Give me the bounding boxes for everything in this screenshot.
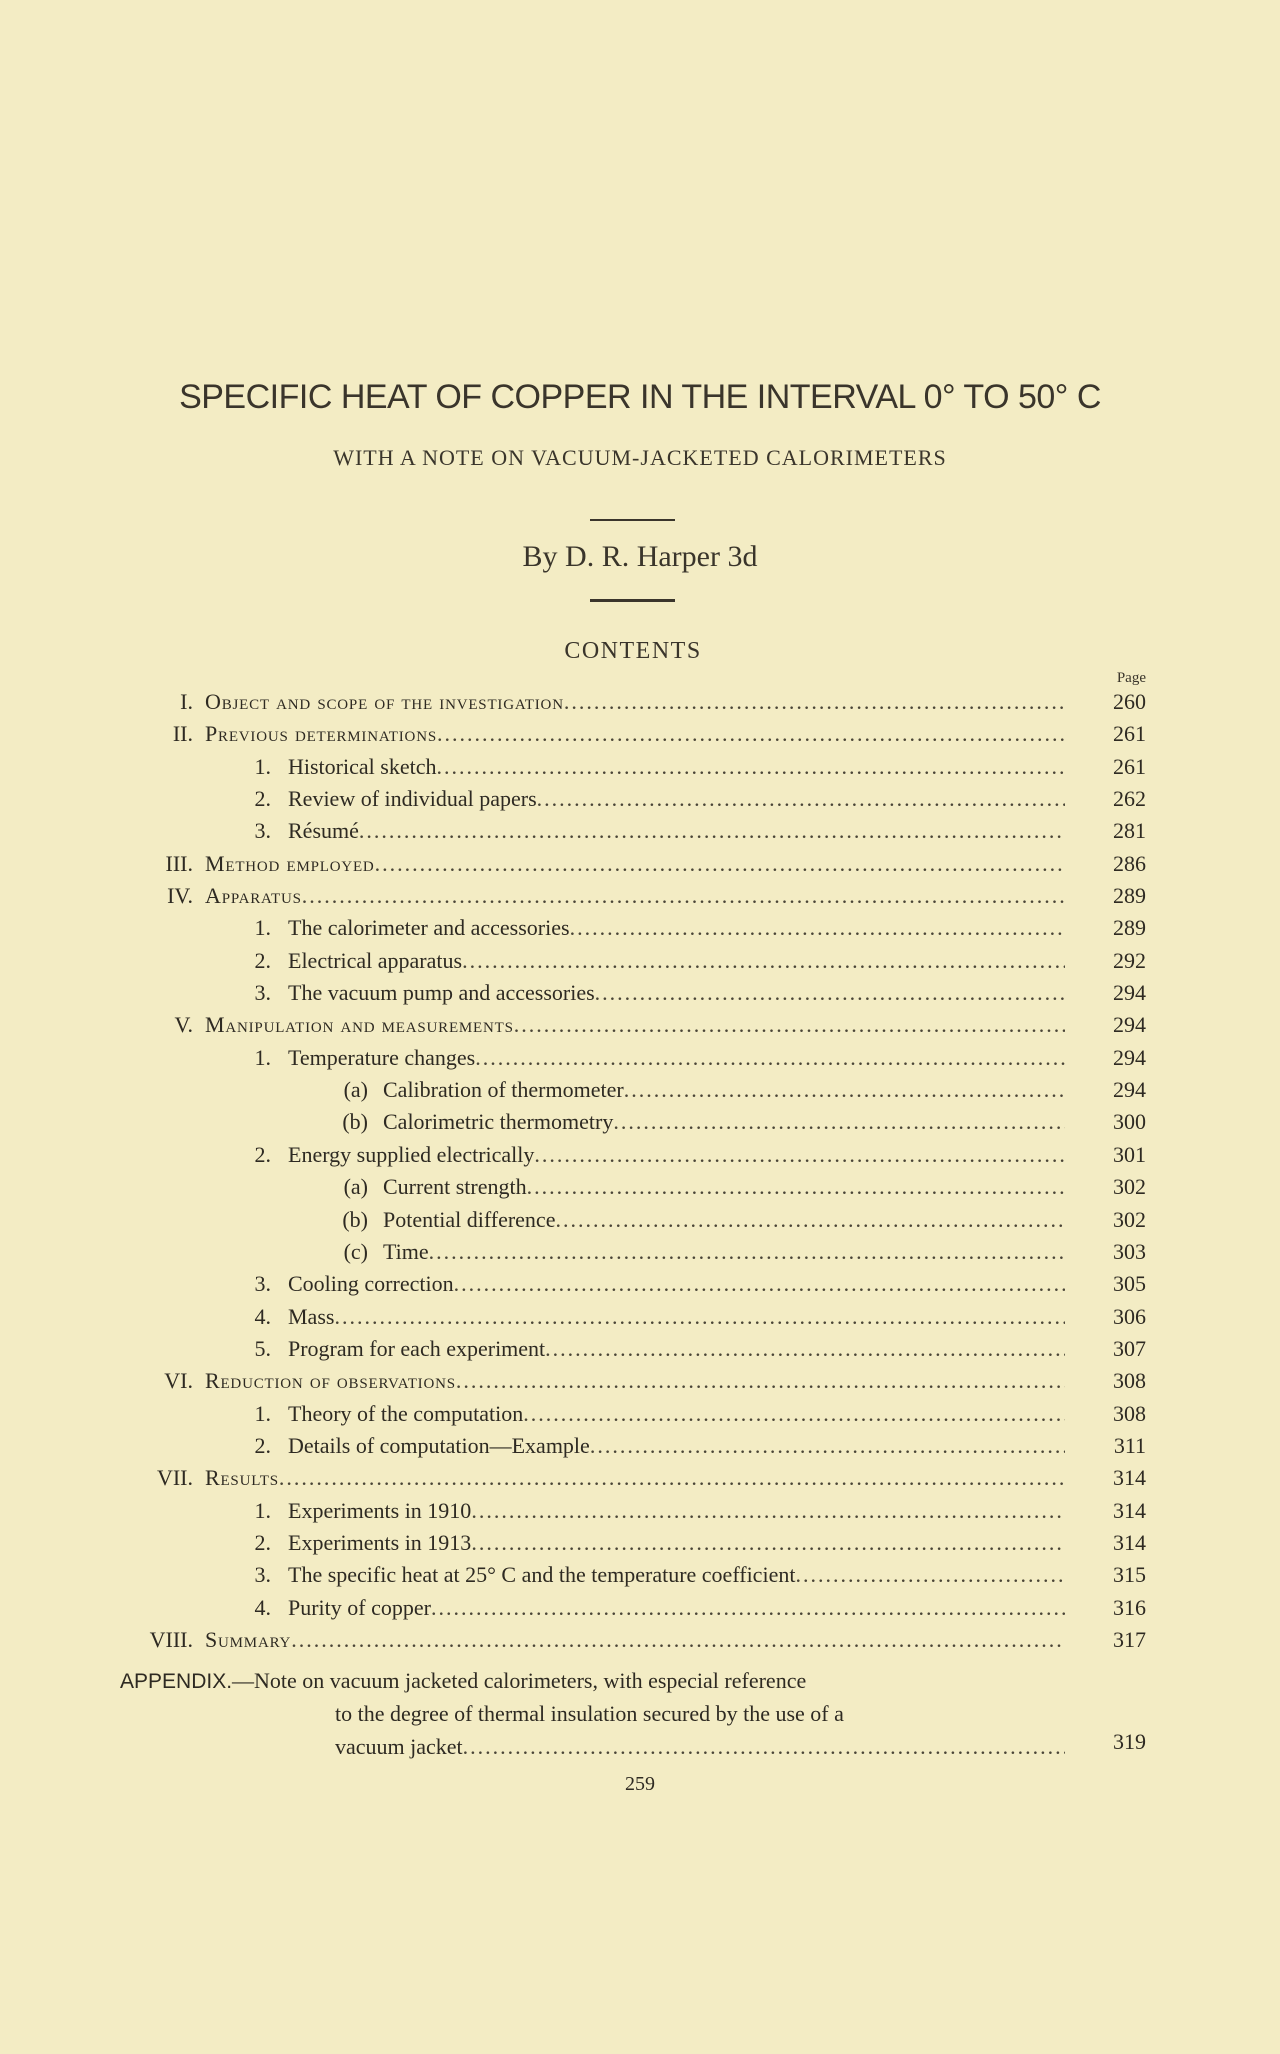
toc-entry-label: Cooling correction (288, 1271, 454, 1297)
toc-entry-label: Energy supplied electrically (288, 1141, 535, 1167)
toc-entry-page: 281 (1113, 818, 1146, 844)
toc-entry (0, 1336, 1280, 1368)
toc-entry-line (288, 915, 1065, 941)
dot-leader (523, 1401, 1065, 1427)
dot-leader (463, 1731, 1065, 1763)
toc-entry-label: Reduction of observations (205, 1368, 456, 1394)
appendix-line-3: vacuum jacket (335, 1733, 463, 1759)
toc-entry-number: 1. (254, 915, 271, 941)
toc-entry-number: VII. (156, 1465, 193, 1491)
toc-entry-page: 311 (1113, 1432, 1146, 1458)
table-of-contents (0, 689, 1280, 1659)
toc-entry (0, 1595, 1280, 1627)
toc-entry (0, 915, 1280, 947)
toc-entry-page: 314 (1113, 1529, 1146, 1555)
dot-leader (527, 1174, 1065, 1200)
toc-entry-page: 294 (1113, 1044, 1146, 1070)
paper-title: SPECIFIC HEAT OF COPPER IN THE INTERVAL 0° TO 50° C (179, 378, 1101, 416)
toc-entry-line (205, 721, 1065, 747)
toc-entry-line (288, 1271, 1065, 1297)
toc-entry-label: Summary (205, 1626, 292, 1652)
toc-entry-page: 307 (1113, 1335, 1146, 1361)
toc-entry (0, 980, 1280, 1012)
toc-entry-label: Apparatus (205, 883, 302, 909)
dot-leader (359, 818, 1065, 844)
dot-leader (279, 1465, 1065, 1491)
toc-entry-page: 261 (1113, 721, 1146, 747)
toc-entry-number: 2. (254, 786, 271, 812)
toc-entry-label: Electrical apparatus (288, 947, 463, 973)
dot-leader (437, 721, 1065, 747)
toc-entry-line (205, 1465, 1065, 1491)
dot-leader (624, 1077, 1065, 1103)
toc-entry (0, 1077, 1280, 1109)
toc-entry-line (288, 1433, 1065, 1459)
toc-entry-label: Current strength (383, 1174, 527, 1200)
paper-subtitle: WITH A NOTE ON VACUUM-JACKETED CALORIMETERS (333, 445, 947, 470)
toc-entry-number: 1. (254, 1400, 271, 1426)
toc-entry (0, 1498, 1280, 1530)
appendix-head: APPENDIX. (120, 1670, 233, 1693)
toc-entry-line (288, 1304, 1065, 1330)
toc-entry-page: 260 (1113, 689, 1146, 714)
dot-leader (462, 948, 1065, 974)
toc-entry-number: II. (172, 721, 193, 747)
toc-entry (0, 1045, 1280, 1077)
dot-leader (570, 915, 1065, 941)
toc-entry-line (383, 1174, 1065, 1200)
contents-heading: CONTENTS (564, 638, 702, 664)
toc-entry-line (288, 948, 1065, 974)
toc-entry-line (383, 1109, 1065, 1135)
toc-entry-line (205, 883, 1065, 909)
toc-entry (0, 851, 1280, 883)
dot-leader (456, 1368, 1065, 1394)
toc-entry-page: 300 (1113, 1109, 1146, 1135)
toc-entry (0, 818, 1280, 850)
toc-entry-label: Potential difference (383, 1206, 556, 1232)
dot-leader (534, 1142, 1065, 1168)
toc-entry-page: 301 (1113, 1141, 1146, 1167)
dot-leader (334, 1304, 1065, 1330)
appendix-line-2: to the degree of thermal insulation secured by the use of a (335, 1701, 844, 1727)
dot-leader (291, 1627, 1065, 1653)
toc-entry (0, 1401, 1280, 1433)
toc-entry-number: 2. (254, 1529, 271, 1555)
toc-entry-page: 302 (1113, 1174, 1146, 1200)
toc-entry (0, 1012, 1280, 1044)
page-column-label: Page (1116, 670, 1146, 686)
appendix-entry (120, 1665, 1065, 1763)
toc-entry-page: 314 (1113, 1497, 1146, 1523)
dot-leader (475, 1045, 1065, 1071)
toc-entry-line (288, 1498, 1065, 1524)
toc-entry (0, 1109, 1280, 1141)
toc-entry-label: Theory of the computation (288, 1400, 524, 1426)
toc-entry-label: Calibration of thermometer (383, 1077, 624, 1103)
toc-entry-page: 289 (1113, 915, 1146, 941)
toc-entry-number: (c) (343, 1238, 368, 1264)
toc-entry-line (288, 980, 1065, 1006)
dot-leader (555, 1207, 1065, 1233)
toc-entry-number: 1. (254, 753, 271, 779)
toc-entry-page: 292 (1113, 947, 1146, 973)
toc-entry-page: 289 (1113, 883, 1146, 909)
toc-entry-label: The specific heat at 25° C and the temperature coefficient (288, 1562, 796, 1588)
toc-entry-page: 316 (1113, 1594, 1146, 1620)
toc-entry-label: Historical sketch (288, 753, 437, 779)
toc-entry-label: The calorimeter and accessories (288, 915, 570, 941)
toc-entry (0, 1142, 1280, 1174)
toc-entry-number: V. (174, 1012, 193, 1038)
toc-entry-label: Method employed (205, 850, 375, 876)
dot-leader (613, 1109, 1065, 1135)
toc-entry-line (288, 1045, 1065, 1071)
toc-entry (0, 689, 1280, 721)
toc-entry-number: 3. (254, 1271, 271, 1297)
toc-entry-page: 317 (1113, 1626, 1146, 1652)
toc-entry-number: 4. (254, 1594, 271, 1620)
dot-leader (375, 851, 1065, 877)
toc-entry-number: 3. (254, 818, 271, 844)
toc-entry (0, 1174, 1280, 1206)
toc-entry-label: Experiments in 1910 (288, 1497, 472, 1523)
toc-entry (0, 1304, 1280, 1336)
toc-entry-line (288, 786, 1065, 812)
toc-entry (0, 721, 1280, 753)
toc-entry-number: IV. (167, 883, 193, 909)
toc-entry-line (288, 1401, 1065, 1427)
toc-entry (0, 1562, 1280, 1594)
toc-entry-label: Details of computation—Example (288, 1432, 590, 1458)
toc-entry-line (288, 1595, 1065, 1621)
dot-leader (564, 689, 1065, 715)
toc-entry-line (288, 1530, 1065, 1556)
dot-leader (590, 1433, 1065, 1459)
dot-leader (431, 1595, 1065, 1621)
toc-entry-page: 315 (1113, 1562, 1146, 1588)
toc-entry (0, 786, 1280, 818)
toc-entry-label: Temperature changes (288, 1044, 476, 1070)
toc-entry-label: Mass (288, 1303, 335, 1329)
toc-entry-page: 294 (1113, 1012, 1146, 1038)
toc-entry-number: (b) (342, 1206, 368, 1232)
toc-entry-line (205, 1368, 1065, 1394)
toc-entry-label: Calorimetric thermometry (383, 1109, 614, 1135)
page-folio: 259 (625, 1773, 655, 1795)
toc-entry-label: Résumé (288, 818, 359, 844)
toc-entry-page: 262 (1113, 786, 1146, 812)
toc-entry-number: 3. (254, 1562, 271, 1588)
dot-leader (537, 786, 1065, 812)
toc-entry-label: Previous determinations (205, 721, 437, 747)
dot-leader (595, 980, 1065, 1006)
toc-entry-line (383, 1077, 1065, 1103)
toc-entry-page: 286 (1113, 850, 1146, 876)
toc-entry-page: 302 (1113, 1206, 1146, 1232)
toc-entry (0, 1368, 1280, 1400)
toc-entry-label: Time (383, 1238, 429, 1264)
toc-entry-label: Experiments in 1913 (288, 1529, 472, 1555)
toc-entry-line (288, 818, 1065, 844)
toc-entry-number: VI. (164, 1368, 193, 1394)
dot-leader (795, 1562, 1065, 1588)
toc-entry (0, 1207, 1280, 1239)
toc-entry-number: 1. (254, 1497, 271, 1523)
toc-entry (0, 948, 1280, 980)
toc-entry (0, 1239, 1280, 1271)
toc-entry (0, 883, 1280, 915)
toc-entry-number: I. (180, 689, 193, 714)
dot-leader (514, 1012, 1065, 1038)
toc-entry-page: 308 (1113, 1368, 1146, 1394)
toc-entry-number: (b) (342, 1109, 368, 1135)
dot-leader (545, 1336, 1065, 1362)
toc-entry-number: VIII. (149, 1626, 193, 1652)
toc-entry-line (205, 1627, 1065, 1653)
toc-entry-line (288, 754, 1065, 780)
toc-entry-page: 294 (1113, 980, 1146, 1006)
toc-entry-number: (a) (343, 1174, 368, 1200)
toc-entry-page: 305 (1113, 1271, 1146, 1297)
toc-entry (0, 1627, 1280, 1659)
title-divider (590, 519, 675, 521)
toc-entry-label: Purity of copper (288, 1594, 431, 1620)
toc-entry-line (288, 1142, 1065, 1168)
toc-entry-line (288, 1336, 1065, 1362)
appendix-line-1: —Note on vacuum jacketed calorimeters, with especial reference (232, 1668, 807, 1693)
toc-entry-label: Results (205, 1465, 279, 1491)
toc-entry-number: III. (165, 850, 193, 876)
toc-entry-number: (a) (343, 1077, 368, 1103)
dot-leader (454, 1271, 1065, 1297)
toc-entry-page: 261 (1113, 753, 1146, 779)
appendix-page-number: 319 (1113, 1729, 1146, 1754)
dot-leader (471, 1530, 1065, 1556)
toc-entry-number: 3. (254, 980, 271, 1006)
toc-entry-line (383, 1207, 1065, 1233)
toc-entry-line (288, 1562, 1065, 1588)
toc-entry-label: Review of individual papers (288, 786, 537, 812)
author-divider (590, 599, 675, 602)
dot-leader (471, 1498, 1065, 1524)
toc-entry-page: 314 (1113, 1465, 1146, 1491)
dot-leader (436, 754, 1065, 780)
toc-entry-line (383, 1239, 1065, 1265)
dot-leader (429, 1239, 1065, 1265)
toc-entry-number: 2. (254, 947, 271, 973)
toc-entry-number: 2. (254, 1141, 271, 1167)
toc-entry-page: 303 (1113, 1238, 1146, 1264)
toc-entry-page: 308 (1113, 1400, 1146, 1426)
toc-entry (0, 1271, 1280, 1303)
toc-entry-line (205, 689, 1065, 715)
toc-entry-number: 4. (254, 1303, 271, 1329)
dot-leader (302, 883, 1065, 909)
toc-entry-page: 294 (1113, 1077, 1146, 1103)
author-byline: By D. R. Harper 3d (522, 540, 758, 573)
appendix-line-3-wrap (120, 1731, 1065, 1763)
toc-entry (0, 754, 1280, 786)
toc-entry (0, 1465, 1280, 1497)
toc-entry (0, 1530, 1280, 1562)
toc-entry-page: 306 (1113, 1303, 1146, 1329)
toc-entry (0, 1433, 1280, 1465)
toc-entry-number: 5. (254, 1335, 271, 1361)
toc-entry-number: 1. (254, 1044, 271, 1070)
toc-entry-line (205, 851, 1065, 877)
toc-entry-label: Manipulation and measurements (205, 1012, 514, 1038)
toc-entry-number: 2. (254, 1432, 271, 1458)
toc-entry-label: Program for each experiment (288, 1335, 546, 1361)
toc-entry-line (205, 1012, 1065, 1038)
toc-entry-label: Object and scope of the investigation (205, 689, 564, 714)
toc-entry-label: The vacuum pump and accessories (288, 980, 595, 1006)
